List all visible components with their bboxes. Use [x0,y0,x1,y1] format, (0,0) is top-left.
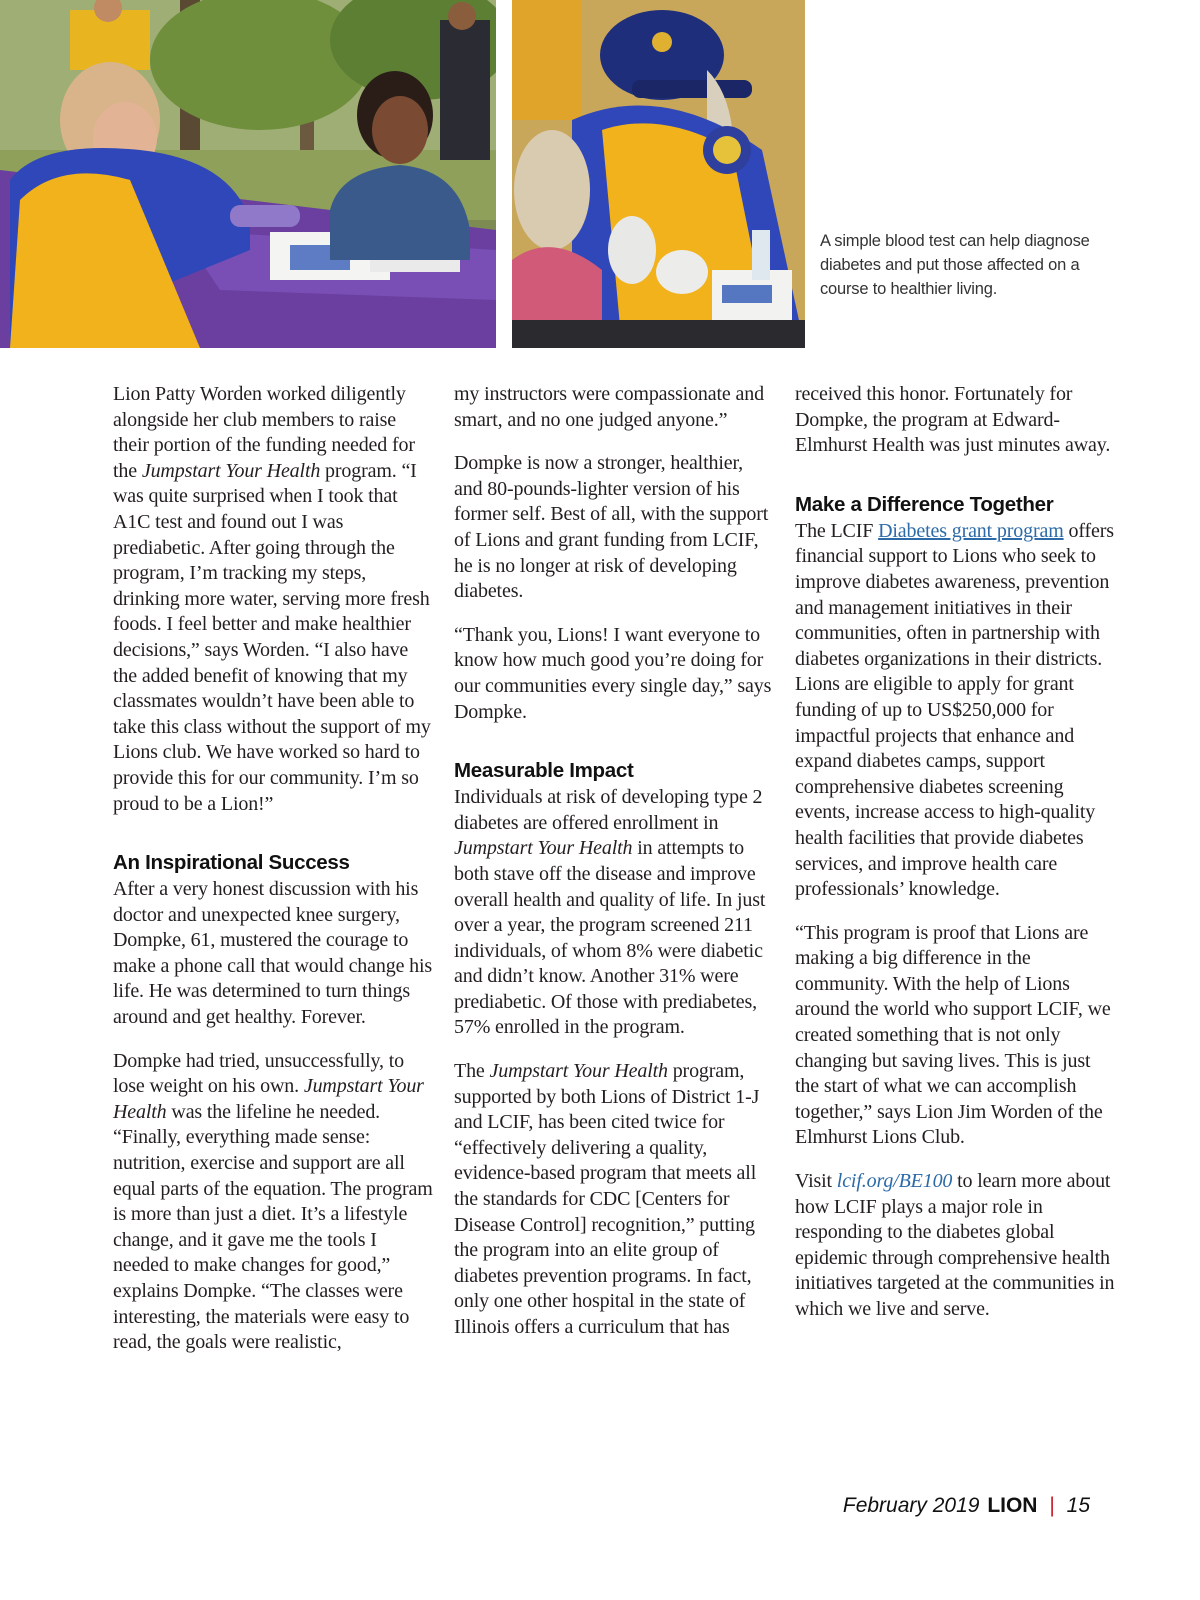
paragraph: my instructors were compassionate and smart, and no one judged anyone.” [454,383,764,431]
paragraph: Dompke had tried, unsuccessfully, to lose weight on his own. Jumpstart Your Health was the lifeline he needed. “Finally, everything made sense: nutrition, exercise and support are all equal parts of the equation. The program is more than just a diet. It’s a lifestyle change, and it gave me the tools I needed to make changes for good,” explains Dompke. “The classes were interesting, the materials were easy to read, the goals were realistic, [113,1049,433,1354]
paragraph: After a very honest discussion with his doctor and unexpected knee surgery, Dompke, 61, mustered the courage to make a phone call that would change his life. He was determined to turn things around and get healthy. Forever. [113,878,433,1029]
page-footer [843,1494,1090,1518]
paragraph: Lion Patty Worden worked diligently alongside her club members to raise their portion of the funding needed for the Jumpstart Your Health program. “I was quite surprised when I took that A1C test and found out I was prediabetic. After going through the program, I’m tracking my steps, drinking more water, serving more fresh foods. I feel better and make healthier decisions,” says Worden. “I also have the added benefit of knowing that my classmates wouldn’t have been able to take this class without the support of my Lions club. We have worked so hard to provide this for our community. I’m so proud to be a Lion!” [113,383,431,815]
section-heading: An Inspirational Success [113,851,350,875]
paragraph: Individuals at risk of developing type 2 diabetes are offered enrollment in Jumpstart Your Health in attempts to both stave off the disease and improve overall health and quality of life. In just over a year, the program screened 211 individuals, of whom 8% were diabetic and didn’t know. Another 31% were prediabetic. Of those with prediabetes, 57% enrolled in the program. [454,786,766,1039]
paragraph: The Jumpstart Your Health program, supported by both Lions of District 1-J and LCIF, has been cited twice for “effectively delivering a quality, evidence-based program that meets all the standards for CDC [Centers for Disease Control] recognition,” putting the program into an elite group of diabetes prevention programs. In fact, only one other hospital in the state of Illinois offers a curriculum that has [454,1060,760,1338]
article-column-2 [454,382,774,1359]
paragraph: Visit lcif.org/BE100 to learn more about how LCIF plays a major role in responding to the diabetes global epidemic through comprehensive health initiatives targeted at the communities in which we live and serve. [795,1170,1115,1320]
section-heading: Measurable Impact [454,759,634,783]
paragraph: Dompke is now a stronger, healthier, and 80-pounds-lighter version of his former self. Best of all, with the support of Lions and grant funding from LCIF, he is no longer at risk of developing diabetes. [454,452,769,603]
issue-date: February 2019 [842,1494,980,1517]
photo-blood-test-table [0,0,496,348]
paragraph: The LCIF Diabetes grant program offers financial support to Lions who seek to improve diabetes awareness, prevention and management initiatives in their communities, often in partnership with diabetes organizations in their districts. Lions are eligible to apply for grant funding of up to US$250,000 for impactful projects that enhance and expand diabetes camps, support comprehensive diabetes screening events, increase access to high-quality health facilities that provide diabetes services, and improve health care professionals’ knowledge. [795,519,1114,901]
diabetes-grant-link[interactable]: Diabetes grant program [878,519,1064,542]
paragraph: “Thank you, Lions! I want everyone to know how much good you’re doing for our communities every single day,” says Dompke. [454,623,772,723]
magazine-name: LION [987,1494,1038,1517]
lcif-link[interactable]: lcif.org/BE100 [836,1170,953,1193]
article-column-1 [113,382,433,1374]
paragraph: “This program is proof that Lions are making a big difference in the community. With the help of Lions around the world who support LCIF, we created something that is not only changing but saving lives. This is just the start of what we can accomplish together,” says Lion Jim Worden of the Elmhurst Lions Club. [795,921,1111,1149]
paragraph: received this honor. Fortunately for Dompke, the program at Edward-Elmhurst Health was just minutes away. [795,383,1111,457]
photo-finger-prick-test [512,0,805,348]
section-heading: Make a Difference Together [795,492,1054,516]
article-column-3 [795,382,1115,1341]
footer-separator: | [1049,1494,1055,1517]
page-number: 15 [1066,1494,1090,1517]
photo-caption: A simple blood test can help diagnose diabetes and put those affected on a course to healthier living. [820,232,1090,298]
